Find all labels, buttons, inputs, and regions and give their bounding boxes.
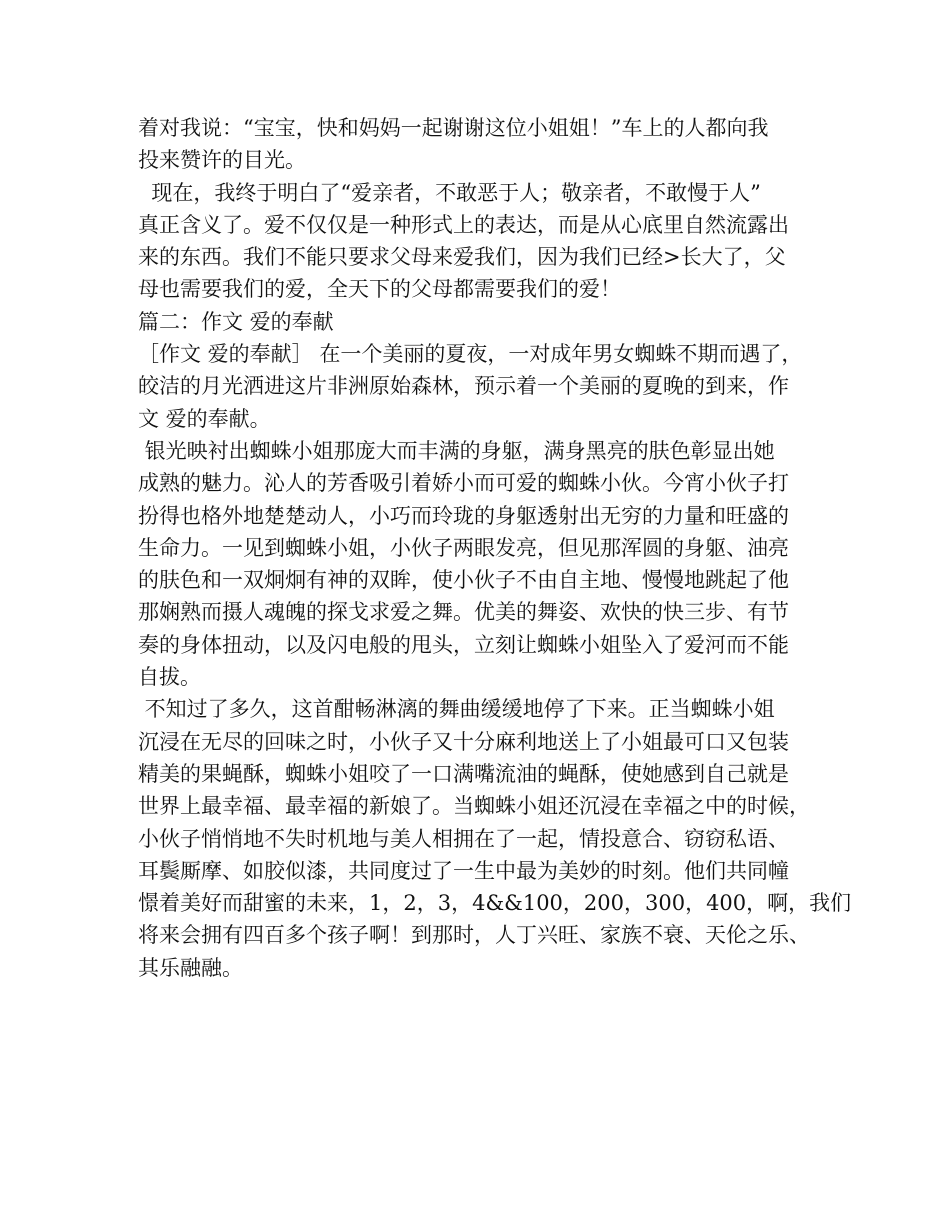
text-line: 着对我说：“宝宝，快和妈妈一起谢谢这位小姐姐！”车上的人都向我: [138, 116, 769, 140]
text-line: 耳鬓厮摩、如胶似漆，共同度过了一生中最为美妙的时刻。他们共同幢: [138, 858, 789, 883]
text-line: 成熟的魅力。沁人的芳香吸引着娇小而可爱的蜘蛛小伙。今宵小伙子打: [138, 471, 789, 496]
text-line: ［作文 爱的奉献］ 在一个美丽的夏夜，一对成年男女蜘蛛不期而遇了，: [138, 342, 803, 367]
section-heading: 篇二：作文 爱的奉献: [138, 309, 334, 334]
text-line: 皎洁的月光洒进这片非洲原始森林，预示着一个美丽的夏晚的到来，作: [138, 374, 789, 399]
text-line: 扮得也格外地楚楚动人，小巧而玲珑的身躯透射出无穷的力量和旺盛的: [138, 503, 789, 528]
text-line: 投来赞许的目光。: [138, 148, 306, 173]
text-line: 世界上最幸福、最幸福的新娘了。当蜘蛛小姐还沉浸在幸福之中的时候，: [138, 794, 810, 819]
text-line: 真正含义了。爱不仅仅是一种形式上的表达，而是从心底里自然流露出: [138, 212, 789, 237]
text-line: 不知过了多久，这首酣畅淋漓的舞曲缓缓地停了下来。正当蜘蛛小姐: [138, 697, 775, 722]
text-line: 生命力。一见到蜘蛛小姐，小伙子两眼发亮，但见那浑圆的身躯、油亮: [138, 535, 789, 560]
text-line: 母也需要我们的爱，全天下的父母都需要我们的爱！: [138, 277, 621, 302]
text-line: 将来会拥有四百多个孩子啊！到那时，人丁兴旺、家族不衰、天伦之乐、: [138, 923, 810, 948]
text-line: 小伙子悄悄地不失时机地与美人相拥在了一起，情投意合、窃窃私语、: [138, 826, 789, 851]
text-line: 奏的身体扭动，以及闪电般的甩头，立刻让蜘蛛小姐坠入了爱河而不能: [138, 632, 789, 657]
text-line: 现在，我终于明白了“爱亲者，不敢恶于人；敬亲者，不敢慢于人”: [138, 180, 761, 205]
text-line: 沉浸在无尽的回味之时，小伙子又十分麻利地送上了小姐最可口又包装: [138, 729, 789, 754]
text-line: 精美的果蝇酥，蜘蛛小姐咬了一口满嘴流油的蝇酥，使她感到自己就是: [138, 761, 789, 786]
text-line: 银光映衬出蜘蛛小姐那庞大而丰满的身躯，满身黑亮的肤色彰显出她: [138, 438, 775, 463]
body-text: [138, 112, 852, 984]
text-line: 其乐融融。: [138, 955, 243, 980]
text-line: 自拔。: [138, 665, 201, 690]
text-line: 的肤色和一双炯炯有神的双眸，使小伙子不由自主地、慢慢地跳起了他: [138, 568, 789, 593]
text-line: 憬着美好而甜蜜的未来，1，2，3，4&&100，200，300，400，啊，我们: [138, 891, 852, 916]
text-line: 文 爱的奉献。: [138, 406, 271, 431]
text-line: 来的东西。我们不能只要求父母来爱我们，因为我们已经>长大了，父: [138, 245, 786, 270]
text-line: 那娴熟而摄人魂魄的探戈求爱之舞。优美的舞姿、欢快的快三步、有节: [138, 600, 789, 625]
